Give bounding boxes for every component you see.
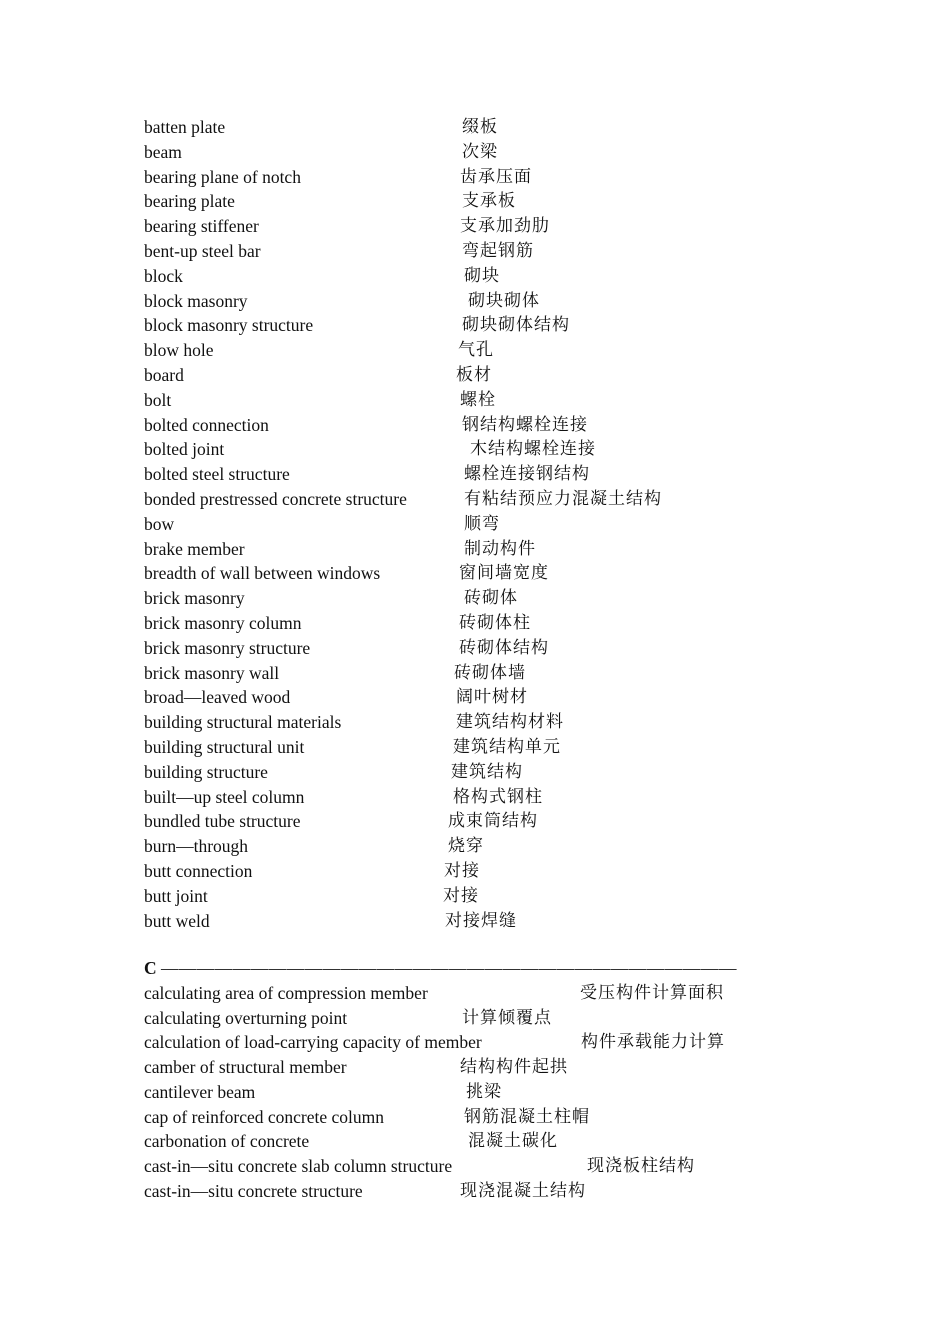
english-term: butt connection bbox=[144, 861, 253, 881]
term-row bbox=[144, 981, 904, 1006]
chinese-term: 阔叶树材 bbox=[456, 687, 528, 707]
chinese-term: 对接焊缝 bbox=[445, 911, 517, 931]
chinese-term: 现浇板柱结构 bbox=[587, 1156, 695, 1176]
term-row bbox=[144, 338, 904, 363]
english-term: burn—through bbox=[144, 836, 249, 856]
english-term: cap of reinforced concrete column bbox=[144, 1107, 385, 1127]
english-term: building structure bbox=[144, 762, 268, 782]
english-term: batten plate bbox=[144, 117, 226, 137]
term-row bbox=[144, 859, 904, 884]
term-row bbox=[144, 760, 904, 785]
chinese-term: 钢结构螺栓连接 bbox=[462, 415, 588, 435]
term-row bbox=[144, 1006, 904, 1031]
term-row bbox=[144, 512, 904, 537]
chinese-term: 砌块砌体结构 bbox=[462, 315, 570, 335]
term-row bbox=[144, 1154, 904, 1179]
chinese-term: 砖砌体 bbox=[464, 588, 518, 608]
term-row bbox=[144, 661, 904, 686]
term-row bbox=[144, 214, 904, 239]
chinese-term: 结构构件起拱 bbox=[460, 1057, 568, 1077]
chinese-term: 木结构螺栓连接 bbox=[470, 439, 596, 459]
english-term: bearing plane of notch bbox=[144, 167, 301, 187]
english-term: cantilever beam bbox=[144, 1082, 256, 1102]
term-row bbox=[144, 388, 904, 413]
english-term: block masonry bbox=[144, 291, 248, 311]
term-row bbox=[144, 537, 904, 562]
chinese-term: 建筑结构材料 bbox=[456, 712, 564, 732]
english-term: bow bbox=[144, 514, 175, 534]
chinese-term: 支承板 bbox=[462, 191, 516, 211]
english-term: built—up steel column bbox=[144, 787, 305, 807]
chinese-term: 螺栓连接钢结构 bbox=[464, 464, 590, 484]
chinese-term: 受压构件计算面积 bbox=[580, 983, 724, 1003]
english-term: brick masonry bbox=[144, 588, 245, 608]
term-row bbox=[144, 611, 904, 636]
english-term: brick masonry structure bbox=[144, 638, 311, 658]
term-row bbox=[144, 487, 904, 512]
chinese-term: 顺弯 bbox=[464, 514, 500, 534]
english-term: bearing plate bbox=[144, 191, 235, 211]
chinese-term: 砌块砌体 bbox=[468, 291, 540, 311]
term-row bbox=[144, 809, 904, 834]
english-term: block masonry structure bbox=[144, 315, 314, 335]
chinese-term: 制动构件 bbox=[464, 539, 536, 559]
term-row bbox=[144, 1105, 904, 1130]
term-row bbox=[144, 239, 904, 264]
chinese-term: 砖砌体结构 bbox=[459, 638, 549, 658]
english-term: bolt bbox=[144, 390, 172, 410]
chinese-term: 齿承压面 bbox=[460, 167, 532, 187]
english-term: board bbox=[144, 365, 184, 385]
english-term: brick masonry wall bbox=[144, 663, 280, 683]
chinese-term: 砖砌体墙 bbox=[454, 663, 526, 683]
english-term: block bbox=[144, 266, 183, 286]
english-term: building structural unit bbox=[144, 737, 305, 757]
english-term: cast-in—situ concrete structure bbox=[144, 1181, 363, 1201]
english-term: bolted steel structure bbox=[144, 464, 290, 484]
section-letter: C bbox=[144, 958, 157, 978]
chinese-term: 缀板 bbox=[462, 117, 498, 137]
english-term: calculation of load-carrying capacity of member bbox=[144, 1032, 482, 1052]
english-term: brake member bbox=[144, 539, 245, 559]
term-row bbox=[144, 1080, 904, 1105]
english-term: bolted connection bbox=[144, 415, 269, 435]
term-row bbox=[144, 834, 904, 859]
chinese-term: 次梁 bbox=[462, 142, 498, 162]
chinese-term: 对接 bbox=[443, 886, 479, 906]
english-term: butt joint bbox=[144, 886, 208, 906]
english-term: broad—leaved wood bbox=[144, 687, 291, 707]
english-term: camber of structural member bbox=[144, 1057, 347, 1077]
english-term: brick masonry column bbox=[144, 613, 302, 633]
chinese-term: 构件承载能力计算 bbox=[581, 1032, 725, 1052]
term-row bbox=[144, 140, 904, 165]
chinese-term: 砌块 bbox=[464, 266, 500, 286]
term-row bbox=[144, 785, 904, 810]
english-term: blow hole bbox=[144, 340, 214, 360]
term-row bbox=[144, 289, 904, 314]
term-row bbox=[144, 165, 904, 190]
term-row bbox=[144, 685, 904, 710]
english-term: breadth of wall between windows bbox=[144, 563, 381, 583]
english-term: beam bbox=[144, 142, 182, 162]
chinese-term: 砖砌体柱 bbox=[459, 613, 531, 633]
term-row bbox=[144, 1179, 904, 1204]
chinese-term: 挑梁 bbox=[466, 1082, 502, 1102]
chinese-term: 计算倾覆点 bbox=[462, 1008, 552, 1028]
chinese-term: 建筑结构 bbox=[451, 762, 523, 782]
chinese-term: 板材 bbox=[456, 365, 492, 385]
english-term: bent-up steel bar bbox=[144, 241, 261, 261]
chinese-term: 混凝土碳化 bbox=[468, 1131, 558, 1151]
term-row bbox=[144, 115, 904, 140]
term-row bbox=[144, 1030, 904, 1055]
chinese-term: 螺栓 bbox=[460, 390, 496, 410]
chinese-term: 窗间墙宽度 bbox=[459, 563, 549, 583]
english-term: building structural materials bbox=[144, 712, 342, 732]
english-term: bonded prestressed concrete structure bbox=[144, 489, 407, 509]
chinese-term: 成束筒结构 bbox=[448, 811, 538, 831]
term-row bbox=[144, 909, 904, 934]
english-term: cast-in—situ concrete slab column structure bbox=[144, 1156, 453, 1176]
chinese-term: 气孔 bbox=[458, 340, 494, 360]
english-term: calculating overturning point bbox=[144, 1008, 348, 1028]
chinese-term: 支承加劲肋 bbox=[460, 216, 550, 236]
term-row bbox=[144, 1129, 904, 1154]
chinese-term: 有粘结预应力混凝土结构 bbox=[464, 489, 662, 509]
term-row bbox=[144, 313, 904, 338]
term-row bbox=[144, 735, 904, 760]
term-row bbox=[144, 363, 904, 388]
chinese-term: 建筑结构单元 bbox=[453, 737, 561, 757]
term-row bbox=[144, 462, 904, 487]
term-row bbox=[144, 1055, 904, 1080]
term-row bbox=[144, 710, 904, 735]
chinese-term: 现浇混凝土结构 bbox=[460, 1181, 586, 1201]
term-row bbox=[144, 636, 904, 661]
term-row bbox=[144, 884, 904, 909]
section-header-c bbox=[144, 956, 764, 981]
chinese-term: 格构式钢柱 bbox=[453, 787, 543, 807]
term-row bbox=[144, 586, 904, 611]
english-term: bearing stiffener bbox=[144, 216, 259, 236]
english-term: carbonation of concrete bbox=[144, 1131, 310, 1151]
term-row bbox=[144, 437, 904, 462]
term-row bbox=[144, 413, 904, 438]
english-term: bundled tube structure bbox=[144, 811, 301, 831]
term-row bbox=[144, 264, 904, 289]
chinese-term: 烧穿 bbox=[448, 836, 484, 856]
english-term: bolted joint bbox=[144, 439, 225, 459]
english-term: calculating area of compression member bbox=[144, 983, 428, 1003]
section-divider: ———————————————————————————————— bbox=[161, 958, 738, 978]
chinese-term: 弯起钢筋 bbox=[462, 241, 534, 261]
term-row bbox=[144, 561, 904, 586]
term-row bbox=[144, 189, 904, 214]
chinese-term: 钢筋混凝土柱帽 bbox=[464, 1107, 590, 1127]
chinese-term: 对接 bbox=[444, 861, 480, 881]
english-term: butt weld bbox=[144, 911, 210, 931]
